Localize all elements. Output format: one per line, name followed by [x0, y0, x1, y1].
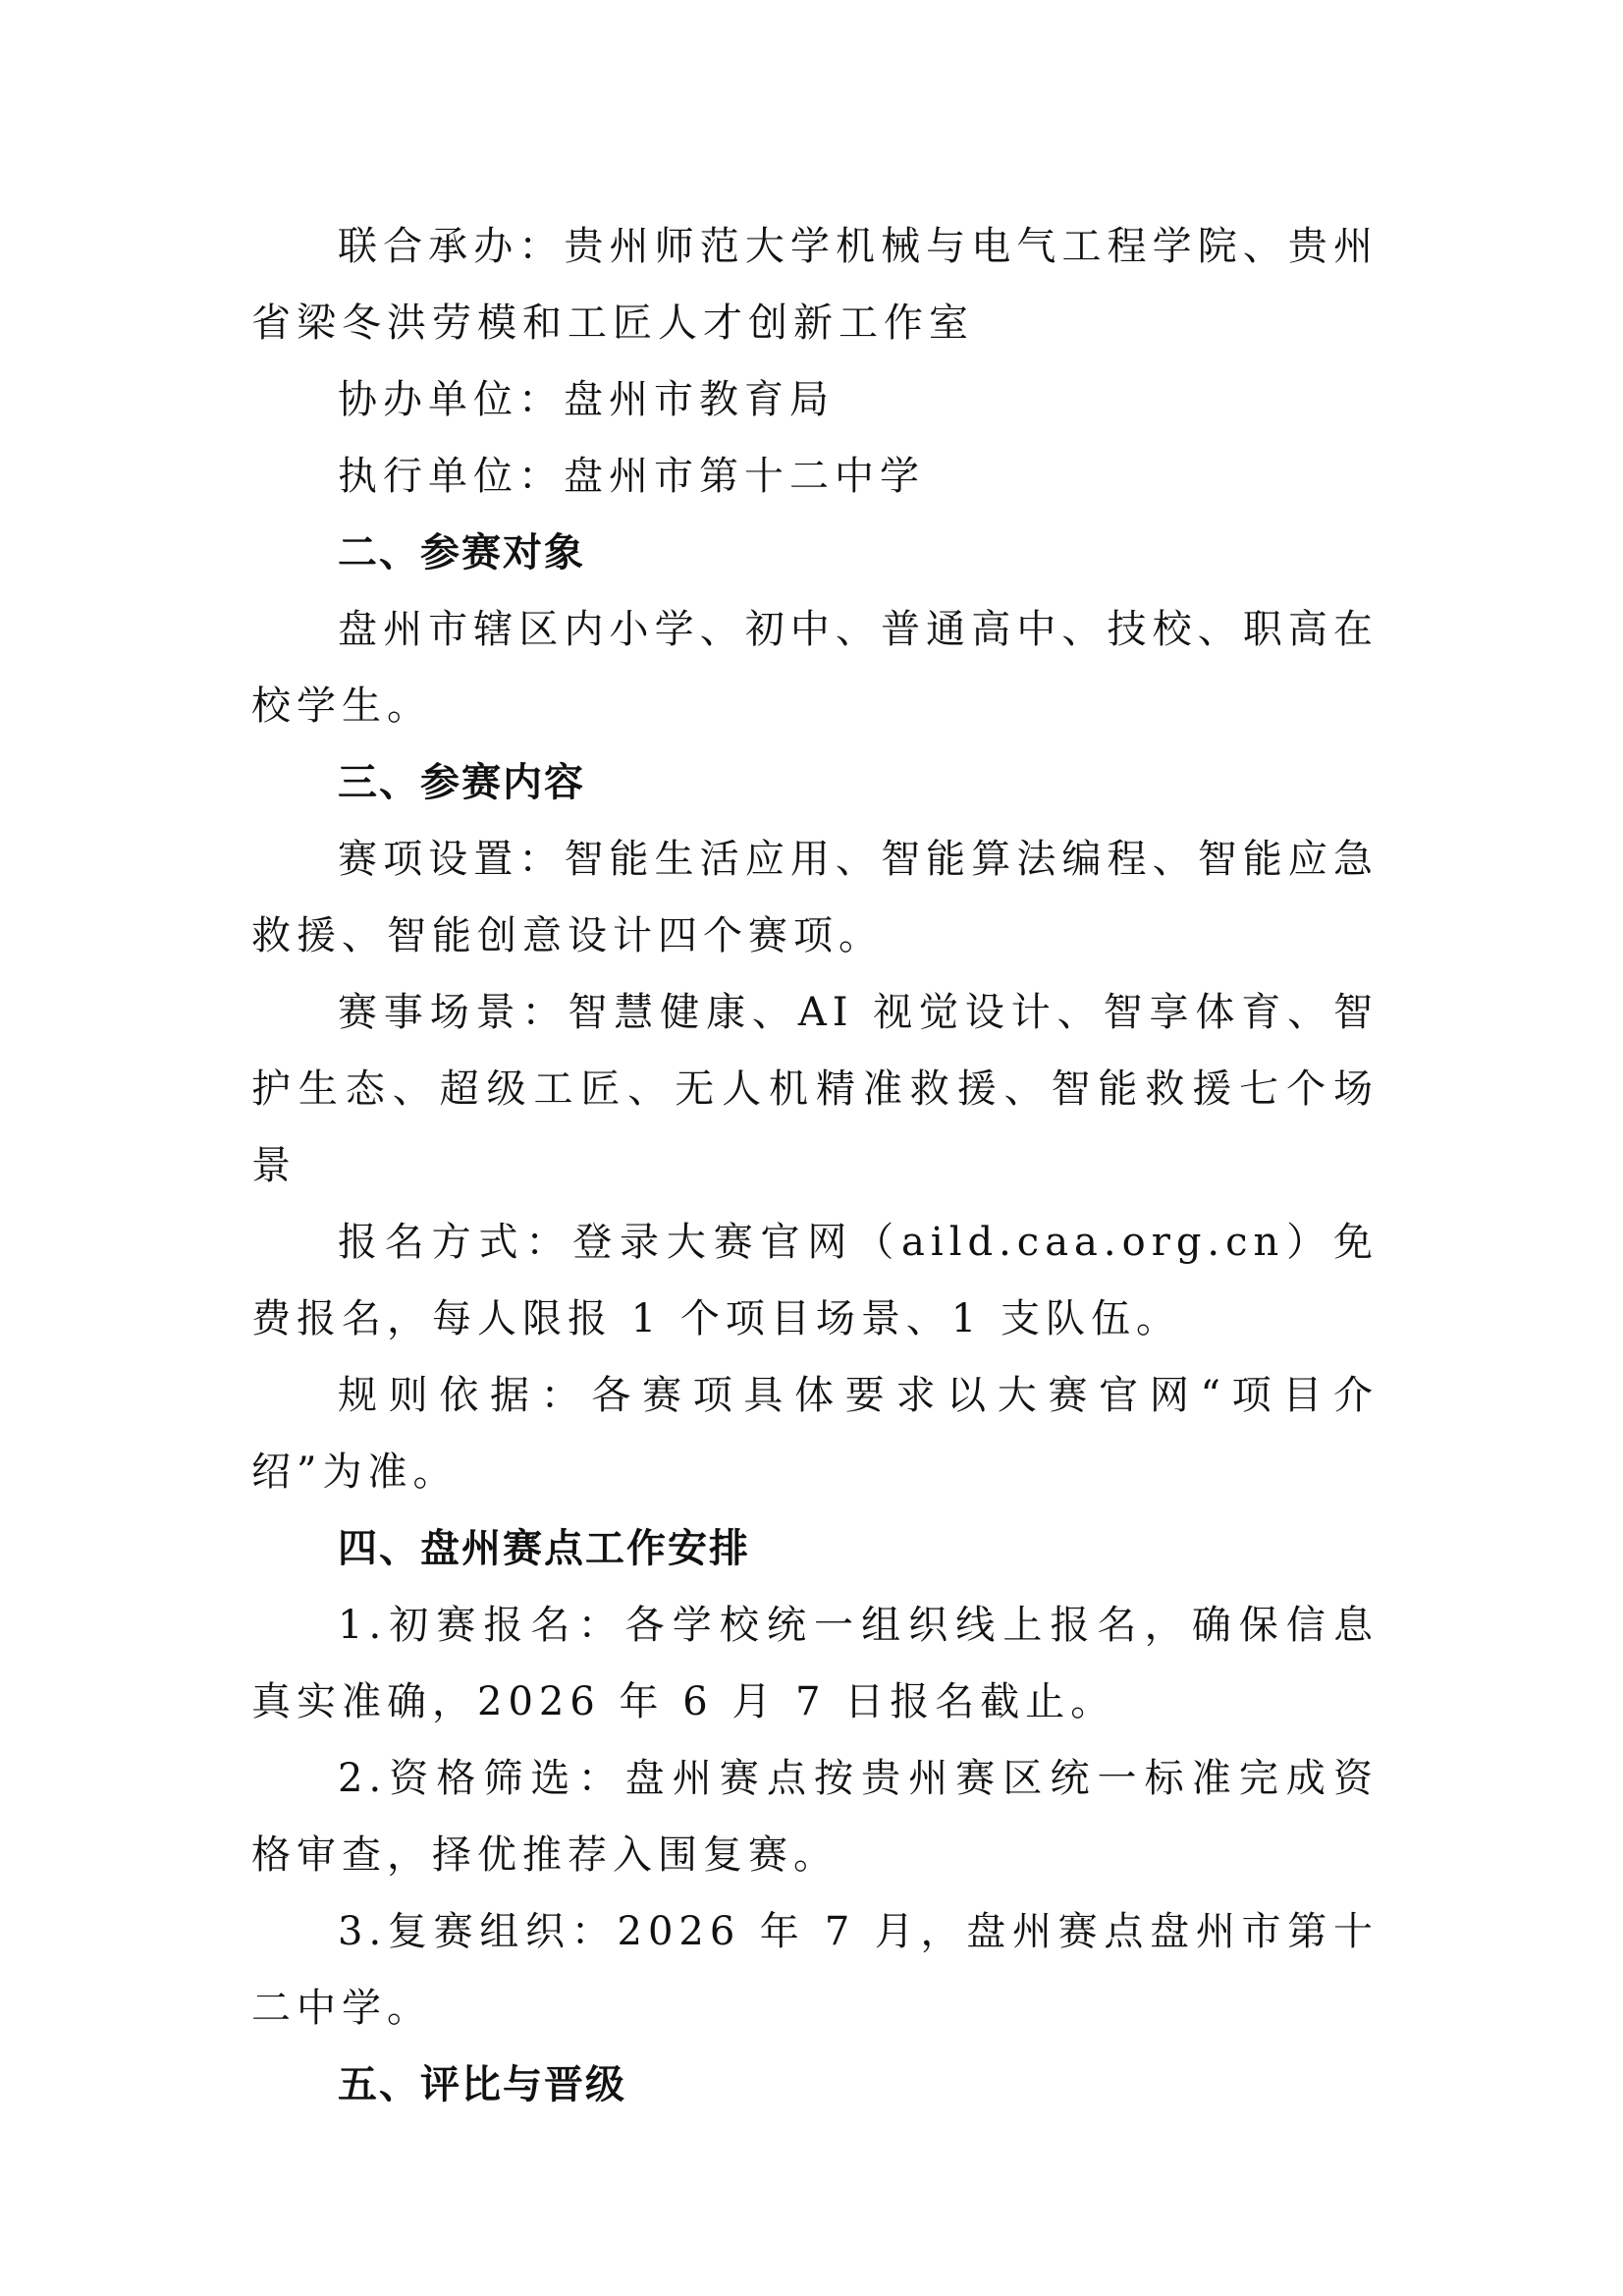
registration-method-paragraph: 报名方式：登录大赛官网（aild.caa.org.cn）免费报名，每人限报 1 个项目场景、1 支队伍。 [251, 1220, 1379, 1341]
rules-basis-paragraph: 规则依据：各赛项具体要求以大赛官网“项目介绍”为准。 [251, 1373, 1379, 1495]
semifinal-organization-paragraph: 3.复赛组织：2026 年 7 月，盘州赛点盘州市第十二中学。 [251, 1909, 1379, 2031]
document-body [251, 208, 1379, 2123]
event-scenes-paragraph: 赛事场景：智慧健康、AI 视觉设计、智享体育、智护生态、超级工匠、无人机精准救援、智能救援七个场景 [251, 990, 1379, 1188]
section-heading-content: 三、参赛内容 [338, 760, 585, 805]
assisting-unit-paragraph: 协办单位：盘州市教育局 [338, 377, 835, 422]
section-heading-arrangements: 四、盘州赛点工作安排 [338, 1526, 750, 1571]
section-heading-evaluation: 五、评比与晋级 [338, 2062, 626, 2107]
co-organizer-paragraph: 联合承办：贵州师范大学机械与电气工程学院、贵州省梁冬洪劳模和工匠人才创新工作室 [251, 224, 1379, 346]
participants-paragraph: 盘州市辖区内小学、初中、普通高中、技校、职高在校学生。 [251, 607, 1379, 729]
event-settings-paragraph: 赛项设置：智能生活应用、智能算法编程、智能应急救援、智能创意设计四个赛项。 [251, 837, 1379, 958]
preliminary-registration-paragraph: 1.初赛报名：各学校统一组织线上报名，确保信息真实准确，2026 年 6 月 7 日报名截止。 [251, 1603, 1379, 1724]
executing-unit-paragraph: 执行单位：盘州市第十二中学 [338, 454, 925, 499]
qualification-screening-paragraph: 2.资格筛选：盘州赛点按贵州赛区统一标准完成资格审查，择优推荐入围复赛。 [251, 1756, 1379, 1878]
section-heading-participants: 二、参赛对象 [338, 530, 585, 575]
